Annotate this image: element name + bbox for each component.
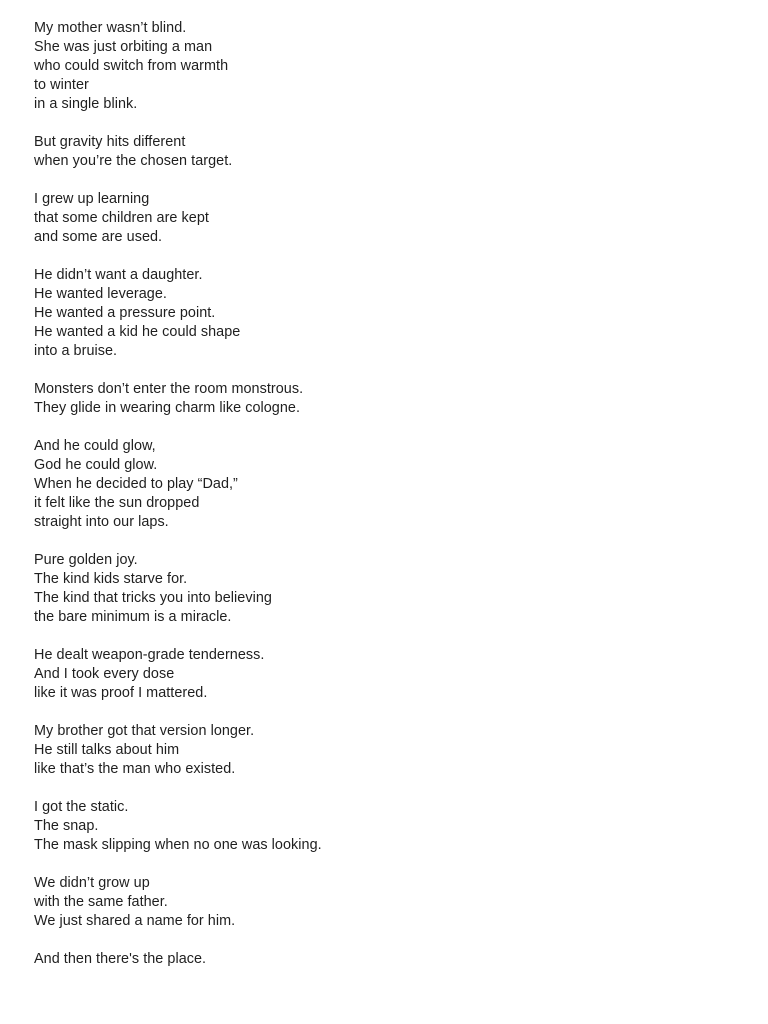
poem-line: When he decided to play “Dad,” bbox=[34, 476, 238, 492]
poem-line: He didn’t want a daughter. bbox=[34, 267, 203, 283]
poem-line: He dealt weapon-grade tenderness. bbox=[34, 647, 265, 663]
poem-line: We didn’t grow up bbox=[34, 875, 150, 891]
poem-line: He wanted a kid he could shape bbox=[34, 324, 241, 340]
poem-line: straight into our laps. bbox=[34, 514, 169, 530]
poem-line: He wanted leverage. bbox=[34, 286, 167, 302]
poem-line: My mother wasn’t blind. bbox=[34, 20, 187, 36]
poem-line: who could switch from warmth bbox=[34, 58, 229, 74]
poem-line: And he could glow, bbox=[34, 438, 156, 454]
poem-line: And I took every dose bbox=[34, 666, 175, 682]
poem-line: that some children are kept bbox=[34, 210, 209, 226]
poem-line: He still talks about him bbox=[34, 742, 180, 758]
poem-line: like that’s the man who existed. bbox=[34, 761, 236, 777]
poem-line: and some are used. bbox=[34, 229, 163, 245]
stanza-11 bbox=[34, 874, 768, 931]
poem-line: Monsters don’t enter the room monstrous. bbox=[34, 381, 304, 397]
stanza-1 bbox=[34, 19, 768, 114]
stanza-2 bbox=[34, 133, 768, 171]
poem-line: like it was proof I mattered. bbox=[34, 685, 208, 701]
poem-line: to winter bbox=[34, 77, 89, 93]
poem-line: The kind kids starve for. bbox=[34, 571, 188, 587]
poem-line: She was just orbiting a man bbox=[34, 39, 213, 55]
poem-line: But gravity hits different bbox=[34, 134, 186, 150]
poem-line: He wanted a pressure point. bbox=[34, 305, 216, 321]
stanza-7 bbox=[34, 551, 768, 627]
poem-line: when you’re the chosen target. bbox=[34, 153, 233, 169]
poem-line: it felt like the sun dropped bbox=[34, 495, 200, 511]
poem-line: I got the static. bbox=[34, 799, 129, 815]
poem-line: My brother got that version longer. bbox=[34, 723, 255, 739]
stanza-9 bbox=[34, 722, 768, 779]
poem-line: Pure golden joy. bbox=[34, 552, 138, 568]
stanza-4 bbox=[34, 266, 768, 361]
poem-line: into a bruise. bbox=[34, 343, 118, 359]
stanza-6 bbox=[34, 437, 768, 532]
stanza-8 bbox=[34, 646, 768, 703]
poem-line: And then there's the place. bbox=[34, 951, 207, 967]
stanza-12 bbox=[34, 950, 768, 969]
stanza-10 bbox=[34, 798, 768, 855]
poem-line: We just shared a name for him. bbox=[34, 913, 236, 929]
stanza-3 bbox=[34, 190, 768, 247]
poem-line: I grew up learning bbox=[34, 191, 150, 207]
poem-line: the bare minimum is a miracle. bbox=[34, 609, 232, 625]
poem-line: The snap. bbox=[34, 818, 99, 834]
poem-line: The mask slipping when no one was looking. bbox=[34, 837, 322, 853]
poem-line: The kind that tricks you into believing bbox=[34, 590, 272, 606]
poem-line: with the same father. bbox=[34, 894, 168, 910]
poem-line: God he could glow. bbox=[34, 457, 158, 473]
poem-line: in a single blink. bbox=[34, 96, 138, 112]
stanza-5 bbox=[34, 380, 768, 418]
poem-line: They glide in wearing charm like cologne. bbox=[34, 400, 301, 416]
